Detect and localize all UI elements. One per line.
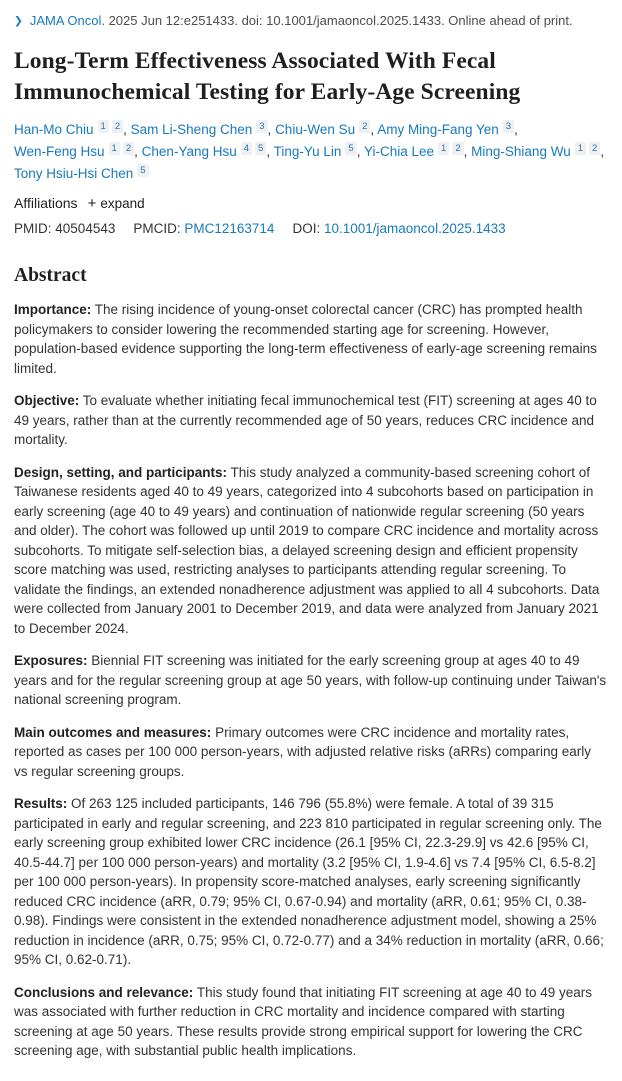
affiliation-superscript[interactable]: 2 bbox=[112, 120, 123, 133]
affiliation-superscript[interactable]: 2 bbox=[452, 142, 463, 155]
author-separator: , bbox=[514, 122, 518, 137]
abstract-section: Main outcomes and measures: Primary outcomes were CRC incidence and mortality rates, reported as cases per 100 000 person-years, with adjusted relative risks (aRRs) comparing early vs regular screening groups. bbox=[14, 724, 592, 779]
author bbox=[14, 122, 127, 137]
abstract-heading: Abstract bbox=[14, 265, 87, 286]
journal-link[interactable]: JAMA Oncol bbox=[29, 13, 102, 28]
affiliation-superscript[interactable]: 2 bbox=[123, 142, 134, 155]
section-label: Importance: bbox=[14, 302, 92, 317]
affiliation-superscript[interactable]: 3 bbox=[503, 120, 514, 133]
affiliation-superscript[interactable]: 5 bbox=[137, 164, 148, 177]
doi-link[interactable]: 10.1001/jamaoncol.2025.1433 bbox=[323, 221, 506, 236]
author-separator: , bbox=[463, 144, 468, 159]
author-separator: , bbox=[267, 122, 272, 137]
author bbox=[142, 144, 270, 159]
author bbox=[275, 122, 374, 137]
abstract-sections bbox=[14, 300, 608, 1061]
author-link[interactable]: Ting-Yu Lin bbox=[273, 144, 342, 159]
affiliation-superscript[interactable]: 1 bbox=[438, 142, 449, 155]
abstract-section: Results: Of 263 125 included participants, 146 796 (55.8%) were female. A total of 39 315 participated in early and regular screening, and 223 810 participated in regular screening only. The early screening group exhibited lower CRC incidence (26.1 [95% CI, 22.3-29.9] vs 42.6 [95% CI, 40.5-44.7] per 100 000 person-years) and mortality (3.2 [95% CI, 1.9-4.6] vs 7.4 [95% CI, 6.5-8.2] per 100 000 person-years). In propensity score-matched analyses, early screening significantly reduced CRC incidence (aRR, 0.79; 95% CI, 0.67-0.94) and mortality (aRR, 0.61; 95% CI, 0.38-0.98). Findings were consistent in the extended nonadherence adjustment model, showing a 25% reduction in incidence (aRR, 0.75; 95% CI, 0.72-0.77) and a 34% reduction in mortality (aRR, 0.66; 95% CI, 0.62-0.71). bbox=[14, 796, 604, 967]
author bbox=[471, 144, 604, 159]
author bbox=[274, 144, 361, 159]
abstract-section: Objective: To evaluate whether initiating fecal immunochemical test (FIT) screening at ages 40 to 49 years, rather than at the currently recommended age of 50 years, reduces CRC incidence and mortality. bbox=[14, 393, 597, 447]
affiliation-superscript[interactable]: 5 bbox=[345, 142, 356, 155]
citation-text: . 2025 Jun 12:e251433. doi: 10.1001/jamaoncol.2025.1433. Online ahead of print. bbox=[101, 13, 573, 28]
section-label: Results: bbox=[14, 796, 68, 811]
abstract-section: Design, setting, and participants: This study analyzed a community-based screening cohort of Taiwanese residents aged 40 to 49 years, categorized into 4 subcohorts based on participation in early screening (age 40 to 49 years) and continuation of nationwide regular screening (50 years and older). The cohort was followed up until 2019 to compare CRC incidence and mortality across subcohorts. To mitigate self-selection bias, a delayed screening design and efficient propensity score matching was used, restricting analyses to participants attending regular screening. To validate the findings, an extended nonadherence adjustment was applied to all 4 subcohorts. Data were collected from January 2001 to December 2019, and data were analyzed from January 2021 to December 2024. bbox=[14, 464, 600, 636]
pmid-value: 40504543 bbox=[55, 221, 116, 236]
author-link[interactable]: Tony Hsiu-Hsi Chen bbox=[14, 166, 134, 181]
expand-label: expand bbox=[100, 196, 145, 211]
affiliation-superscript[interactable]: 1 bbox=[575, 142, 586, 155]
author-separator: , bbox=[600, 144, 605, 159]
author-link[interactable]: Amy Ming-Fang Yen bbox=[377, 122, 499, 137]
author bbox=[131, 122, 272, 137]
abstract-section: Exposures: Biennial FIT screening was initiated for the early screening group at ages 40 to 49 years and for the regular screening group at age 50 years, with follow-up continuing under Taiwan's national screening program. bbox=[14, 653, 607, 707]
author-separator: , bbox=[123, 122, 127, 137]
abstract-section: Importance: The rising incidence of young-onset colorectal cancer (CRC) has prompted health policymakers to consider lowering the recommended starting age for screening. However, population-based evidence supporting the long-term effectiveness of early-age screening remains limited. bbox=[14, 302, 597, 376]
affiliation-superscript[interactable]: 1 bbox=[98, 120, 109, 133]
section-label: Main outcomes and measures: bbox=[14, 724, 212, 740]
section-label: Objective: bbox=[14, 393, 80, 408]
pmcid-link[interactable]: PMC12163714 bbox=[184, 221, 275, 236]
affiliations-expand-button[interactable] bbox=[88, 195, 145, 212]
author-link[interactable]: Ming-Shiang Wu bbox=[471, 144, 571, 159]
author bbox=[364, 144, 467, 159]
pmid-label: PMID: bbox=[14, 221, 52, 236]
doi-label: DOI: bbox=[292, 221, 321, 236]
plus-icon: + bbox=[87, 195, 97, 212]
affiliations-label: Affiliations bbox=[14, 195, 78, 211]
authors-list bbox=[14, 119, 608, 185]
author-separator: , bbox=[370, 122, 375, 137]
author-link[interactable]: Han-Mo Chiu bbox=[14, 122, 94, 137]
section-label: Conclusions and relevance: bbox=[14, 984, 194, 1000]
author-link[interactable]: Wen-Feng Hsu bbox=[14, 144, 105, 159]
author-link[interactable]: Yi-Chia Lee bbox=[363, 144, 435, 159]
article-title: Long-Term Effectiveness Associated With Fecal Immunochemical Testing for Early-Age Screening bbox=[14, 48, 521, 105]
affiliation-superscript[interactable]: 1 bbox=[109, 142, 120, 155]
doi-group bbox=[292, 221, 505, 236]
author bbox=[377, 122, 518, 137]
pmcid-group bbox=[133, 221, 274, 236]
author bbox=[14, 144, 138, 159]
author bbox=[14, 166, 149, 181]
pmid-group bbox=[14, 221, 115, 236]
author-separator: , bbox=[134, 144, 138, 159]
abstract-section: Conclusions and relevance: This study found that initiating FIT screening at age 40 to 49 years was associated with further reduction in CRC mortality and incidence compared with starting screening at age 50 years. These results provide strong empirical support for lowering the CRC screening age, with substantial public health implications. bbox=[14, 984, 593, 1058]
identifiers-row bbox=[14, 220, 608, 238]
author-separator: , bbox=[356, 144, 361, 159]
author-separator: , bbox=[266, 144, 271, 159]
affiliations-row bbox=[14, 194, 608, 213]
author-link[interactable]: Sam Li-Sheng Chen bbox=[130, 122, 253, 137]
author-link[interactable]: Chiu-Wen Su bbox=[275, 122, 356, 137]
affiliation-superscript[interactable]: 3 bbox=[256, 120, 267, 133]
section-label: Exposures: bbox=[14, 653, 88, 668]
affiliation-superscript[interactable]: 4 bbox=[241, 142, 252, 155]
affiliation-superscript[interactable]: 5 bbox=[255, 142, 266, 155]
chevron-right-icon[interactable]: ❯ bbox=[14, 15, 23, 27]
author-link[interactable]: Chen-Yang Hsu bbox=[141, 144, 237, 159]
affiliation-superscript[interactable]: 2 bbox=[589, 142, 600, 155]
affiliation-superscript[interactable]: 2 bbox=[359, 120, 370, 133]
journal-citation bbox=[14, 12, 608, 31]
section-label: Design, setting, and participants: bbox=[14, 464, 228, 480]
pmcid-label: PMCID: bbox=[133, 221, 181, 236]
